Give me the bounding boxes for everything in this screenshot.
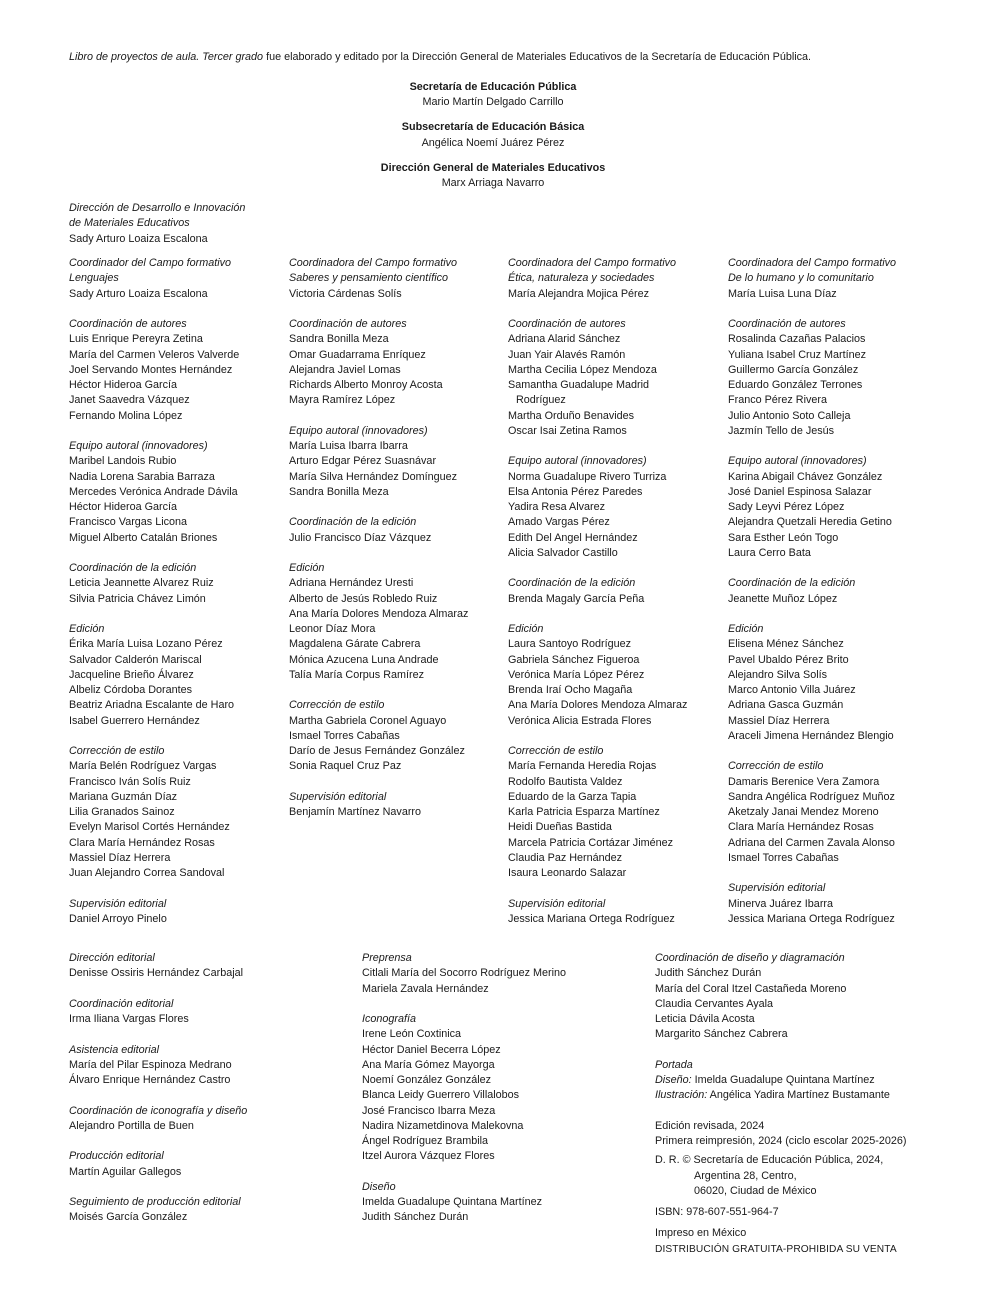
section-title: Corrección de estilo bbox=[69, 745, 165, 757]
credit-name: Angélica Yadira Martínez Bustamante bbox=[707, 1089, 890, 1102]
intro-paragraph bbox=[69, 50, 929, 65]
section-title: Corrección de estilo bbox=[508, 745, 604, 757]
credit-name: Verónica María López Pérez bbox=[508, 668, 645, 681]
credit-name: Adriana Gasca Guzmán bbox=[728, 699, 844, 712]
section-title: Edición bbox=[508, 623, 544, 635]
credit-name: Alejandra Quetzali Heredia Getino bbox=[728, 516, 892, 529]
section-title: Producción editorial bbox=[69, 1150, 164, 1163]
credit-section bbox=[362, 1180, 566, 1226]
role-label: Ilustración: bbox=[655, 1089, 708, 1102]
credit-name: Jacqueline Brieño Álvarez bbox=[69, 668, 194, 681]
credit-name: Oscar Isai Zetina Ramos bbox=[508, 424, 627, 437]
section-title: Coordinadora del Campo formativo bbox=[508, 257, 677, 269]
section-title: Ética, naturaleza y sociedades bbox=[508, 272, 655, 285]
credit-name: Isabel Guerrero Hernández bbox=[69, 714, 200, 727]
authority-title: Subsecretaría de Educación Básica bbox=[401, 121, 585, 134]
credit-section bbox=[289, 424, 468, 500]
credit-section bbox=[728, 881, 896, 927]
credit-section bbox=[728, 759, 896, 866]
credit-name: Juan Yair Alavés Ramón bbox=[508, 348, 626, 361]
isbn: ISBN: 978-607-551-964-7 bbox=[655, 1206, 779, 1218]
credit-section bbox=[728, 622, 896, 744]
credit-name: Adriana Hernández Uresti bbox=[289, 577, 414, 590]
role-label: Diseño: bbox=[655, 1074, 692, 1086]
authority-name: Mario Martín Delgado Carrillo bbox=[422, 96, 564, 109]
printed-in: Impreso en México bbox=[655, 1227, 747, 1240]
section-title: Equipo autoral (innovadores) bbox=[69, 440, 208, 452]
credit-name: Elsa Antonia Pérez Paredes bbox=[508, 485, 643, 498]
credit-name: Jazmín Tello de Jesús bbox=[728, 424, 835, 437]
reprint-line: Primera reimpresión, 2024 (ciclo escolar 2025-2026) bbox=[655, 1135, 907, 1147]
credit-name: Juan Alejandro Correa Sandoval bbox=[69, 867, 225, 879]
section-title: Coordinadora del Campo formativo bbox=[728, 257, 897, 269]
credit-name: Janet Saavedra Vázquez bbox=[69, 394, 190, 407]
credit-name: Imelda Guadalupe Quintana Martínez bbox=[362, 1196, 543, 1208]
credit-section bbox=[728, 256, 896, 302]
section-title: Supervisión editorial bbox=[508, 897, 606, 910]
credit-name: Julio Antonio Soto Calleja bbox=[728, 409, 851, 422]
credit-name: Massiel Díaz Herrera bbox=[728, 714, 830, 727]
credit-section bbox=[69, 256, 239, 302]
credit-section bbox=[69, 1104, 247, 1135]
credit-name: Alejandro Silva Solís bbox=[728, 668, 828, 681]
credit-name: Lilia Granados Sainoz bbox=[69, 806, 175, 818]
section-title: Preprensa bbox=[362, 952, 412, 964]
credit-section bbox=[362, 1012, 566, 1165]
credits-column-etica bbox=[508, 256, 687, 942]
credit-name: Salvador Calderón Mariscal bbox=[69, 653, 202, 666]
credit-name: Karla Patricia Esparza Martínez bbox=[508, 806, 660, 818]
credit-name: Irma Iliana Vargas Flores bbox=[69, 1013, 189, 1025]
credit-section bbox=[69, 1149, 247, 1180]
credits-column-saberes bbox=[289, 256, 468, 836]
direction-title-line: Dirección de Desarrollo e Innovación bbox=[69, 202, 246, 214]
credit-section bbox=[289, 256, 468, 302]
credits-column-humano bbox=[728, 256, 896, 942]
section-title: Coordinación de autores bbox=[728, 318, 846, 330]
credit-name: Miguel Alberto Catalán Briones bbox=[69, 531, 218, 544]
credit-name: Mercedes Verónica Andrade Dávila bbox=[69, 485, 238, 498]
credit-name: María del Coral Itzel Castañeda Moreno bbox=[655, 982, 847, 995]
credit-section bbox=[69, 1195, 247, 1226]
credit-name: Sady Arturo Loaiza Escalona bbox=[69, 287, 208, 300]
credit-section bbox=[69, 561, 239, 607]
credit-section bbox=[69, 622, 239, 729]
credits-column-editorial bbox=[69, 951, 247, 1241]
section-title: Seguimiento de producción editorial bbox=[69, 1196, 241, 1208]
credit-name: Leticia Dávila Acosta bbox=[655, 1013, 755, 1025]
credit-name: Darío de Jesus Fernández González bbox=[289, 745, 465, 757]
credit-name: Norma Guadalupe Rivero Turriza bbox=[508, 470, 667, 483]
section-title: Edición bbox=[728, 623, 764, 635]
credit-name: Héctor Hideroa García bbox=[69, 379, 178, 391]
credit-name: Ana María Dolores Mendoza Almaraz bbox=[508, 699, 688, 712]
credit-name: Nadia Lorena Sarabia Barraza bbox=[69, 470, 215, 483]
credit-name: Franco Pérez Rivera bbox=[728, 394, 828, 407]
credit-name: Elisena Ménez Sánchez bbox=[728, 638, 844, 651]
credit-name: Rodolfo Bautista Valdez bbox=[508, 775, 623, 788]
credit-name: Isaura Leonardo Salazar bbox=[508, 867, 627, 879]
credit-name: Yadira Resa Alvarez bbox=[508, 501, 606, 513]
credit-name: Benjamín Martínez Navarro bbox=[289, 806, 422, 818]
credit-section bbox=[289, 317, 468, 409]
credit-name: Adriana del Carmen Zavala Alonso bbox=[728, 836, 895, 849]
credit-name: Verónica Alicia Estrada Flores bbox=[508, 714, 652, 727]
credit-name: José Daniel Espinosa Salazar bbox=[728, 485, 872, 498]
credit-name: Imelda Guadalupe Quintana Martínez bbox=[691, 1074, 875, 1086]
credit-name: Sara Esther León Togo bbox=[728, 531, 839, 544]
credit-name: Heidi Dueñas Bastida bbox=[508, 821, 612, 834]
section-title: Coordinación de la edición bbox=[69, 562, 197, 574]
address-line: 06020, Ciudad de México bbox=[694, 1184, 817, 1197]
credit-name: María Alejandra Mojica Pérez bbox=[508, 287, 650, 300]
credit-name: Adriana Alarid Sánchez bbox=[508, 333, 621, 346]
credit-name: Claudia Paz Hernández bbox=[508, 851, 623, 864]
credit-name: Yuliana Isabel Cruz Martínez bbox=[728, 348, 867, 361]
credit-section bbox=[289, 698, 468, 774]
credit-section bbox=[69, 1043, 247, 1089]
credit-name: Brenda Iraí Ocho Magaña bbox=[508, 684, 633, 696]
portada-diseno bbox=[655, 1073, 906, 1088]
credit-name: Maribel Landois Rubio bbox=[69, 455, 177, 468]
credit-name: Guillermo García González bbox=[728, 363, 859, 376]
credit-name: Martha Orduño Benavides bbox=[508, 409, 635, 422]
section-title: Coordinador del Campo formativo bbox=[69, 257, 232, 269]
credit-name: Minerva Juárez Ibarra bbox=[728, 897, 834, 910]
credit-name: Itzel Aurora Vázquez Flores bbox=[362, 1150, 495, 1163]
section-title: Coordinadora del Campo formativo bbox=[289, 257, 458, 269]
credit-name: Héctor Daniel Becerra López bbox=[362, 1043, 501, 1056]
credit-section bbox=[508, 897, 687, 928]
credit-name: Sady Leyvi Pérez López bbox=[728, 501, 845, 513]
authority-name: Angélica Noemí Juárez Pérez bbox=[421, 136, 565, 149]
credit-name: Ana María Dolores Mendoza Almaraz bbox=[289, 607, 469, 620]
credit-section bbox=[69, 439, 239, 546]
section-title: Coordinación de la edición bbox=[508, 577, 636, 590]
credit-name: María Luisa Luna Díaz bbox=[728, 287, 837, 300]
credit-name: Fernando Molina López bbox=[69, 409, 183, 422]
credit-name: Damaris Berenice Vera Zamora bbox=[728, 775, 880, 788]
credit-name: Evelyn Marisol Cortés Hernández bbox=[69, 821, 230, 834]
section-title: Equipo autoral (innovadores) bbox=[289, 424, 428, 437]
section-title: Saberes y pensamiento científico bbox=[289, 272, 449, 285]
credit-name: Eduardo González Terrones bbox=[728, 379, 863, 391]
credits-column-diseno bbox=[655, 951, 906, 1257]
credit-section bbox=[728, 454, 896, 561]
section-title: Edición bbox=[289, 562, 325, 574]
credit-name: María del Pilar Espinoza Medrano bbox=[69, 1058, 232, 1071]
direction-block bbox=[69, 201, 245, 247]
credit-section bbox=[508, 317, 687, 439]
credit-name: Judith Sánchez Durán bbox=[655, 967, 762, 980]
portada-ilustracion bbox=[655, 1088, 906, 1103]
distribution-notice: DISTRIBUCIÓN GRATUITA-PROHIBIDA SU VENTA bbox=[655, 1243, 897, 1255]
copyright-line: D. R. © Secretaría de Educación Pública, 2024, bbox=[655, 1154, 884, 1167]
credit-section bbox=[69, 317, 239, 424]
credit-name: Ángel Rodríguez Brambila bbox=[362, 1135, 489, 1147]
section-title: Coordinación de iconografía y diseño bbox=[69, 1104, 248, 1117]
credit-name: Judith Sánchez Durán bbox=[362, 1211, 469, 1224]
credit-section bbox=[728, 576, 896, 607]
credit-name: Marco Antonio Villa Juárez bbox=[728, 684, 856, 696]
copyright-block bbox=[655, 1153, 906, 1199]
credit-name: Alejandro Portilla de Buen bbox=[69, 1119, 194, 1132]
section-title: Iconografía bbox=[362, 1013, 417, 1025]
credit-name: Gabriela Sánchez Figueroa bbox=[508, 653, 640, 666]
credit-name: Claudia Cervantes Ayala bbox=[655, 997, 774, 1010]
credit-name: Noemí González González bbox=[362, 1074, 492, 1086]
section-title: Coordinación de autores bbox=[508, 318, 626, 330]
credit-name: Érika María Luisa Lozano Pérez bbox=[69, 638, 223, 651]
credits-column-preprensa bbox=[362, 951, 566, 1241]
edition-info bbox=[655, 1119, 906, 1150]
credit-name: Francisco Vargas Licona bbox=[69, 516, 188, 529]
section-title: Edición bbox=[69, 623, 105, 635]
credit-name: Francisco Iván Solís Ruiz bbox=[69, 775, 191, 788]
credits-column-lenguajes bbox=[69, 256, 239, 942]
credit-name: Albeliz Córdoba Dorantes bbox=[69, 684, 193, 696]
credit-section bbox=[508, 622, 687, 729]
credit-name: Denisse Ossiris Hernández Carbajal bbox=[69, 967, 244, 980]
credit-name: Leonor Díaz Mora bbox=[289, 623, 376, 635]
credit-name: Marcela Patricia Cortázar Jiménez bbox=[508, 836, 674, 849]
credit-name: Julio Francisco Díaz Vázquez bbox=[289, 531, 432, 544]
credit-name: Mayra Ramírez López bbox=[289, 394, 396, 407]
credit-name: Martín Aguilar Gallegos bbox=[69, 1165, 182, 1178]
authority-name: Marx Arriaga Navarro bbox=[441, 177, 545, 190]
credit-name: Brenda Magaly García Peña bbox=[508, 592, 645, 605]
credit-name: Mariela Zavala Hernández bbox=[362, 982, 489, 995]
credit-section bbox=[289, 790, 468, 821]
credit-name: Omar Guadarrama Enríquez bbox=[289, 348, 426, 361]
credit-name: Pavel Ubaldo Pérez Brito bbox=[728, 653, 849, 666]
credit-name: Joel Servando Montes Hernández bbox=[69, 363, 233, 376]
credit-name: Beatriz Ariadna Escalante de Haro bbox=[69, 699, 235, 712]
credit-name: Laura Santoyo Rodríguez bbox=[508, 638, 632, 651]
credit-name: Irene León Coxtinica bbox=[362, 1028, 462, 1041]
intro-text: fue elaborado y editado por la Dirección General de Materiales Educativos de la Secretaría de Educación Pública. bbox=[263, 51, 812, 63]
section-title: De lo humano y lo comunitario bbox=[728, 272, 874, 285]
credit-section bbox=[289, 515, 468, 546]
section-title: Equipo autoral (innovadores) bbox=[728, 455, 867, 468]
credit-name: Massiel Díaz Herrera bbox=[69, 851, 171, 864]
edition-line: Edición revisada, 2024 bbox=[655, 1119, 765, 1132]
credit-name: Moisés García González bbox=[69, 1211, 188, 1224]
credit-section bbox=[508, 744, 687, 881]
credit-name: Álvaro Enrique Hernández Castro bbox=[69, 1074, 231, 1086]
credit-name: María Belén Rodríguez Vargas bbox=[69, 760, 217, 773]
credit-section bbox=[508, 454, 687, 561]
section-title: Supervisión editorial bbox=[728, 882, 826, 895]
section-title: Dirección editorial bbox=[69, 952, 155, 964]
credit-name: Alejandra Javiel Lomas bbox=[289, 363, 401, 376]
credit-name: Luis Enrique Pereyra Zetina bbox=[69, 333, 203, 346]
section-title: Supervisión editorial bbox=[69, 897, 167, 910]
authority-title: Dirección General de Materiales Educativos bbox=[380, 161, 606, 174]
credit-name: Clara María Hernández Rosas bbox=[728, 821, 874, 834]
credit-name: Sonia Raquel Cruz Paz bbox=[289, 760, 402, 773]
credit-name: Héctor Hideroa García bbox=[69, 501, 178, 513]
credit-name: Alberto de Jesús Robledo Ruiz bbox=[289, 592, 438, 605]
credit-name: Sandra Bonilla Meza bbox=[289, 485, 389, 498]
credit-name: Clara María Hernández Rosas bbox=[69, 836, 215, 849]
credit-section bbox=[508, 576, 687, 607]
credit-section bbox=[69, 744, 239, 881]
authority-title: Secretaría de Educación Pública bbox=[409, 81, 577, 93]
section-title: Coordinación de la edición bbox=[728, 577, 856, 590]
credit-name: Silvia Patricia Chávez Limón bbox=[69, 592, 206, 605]
authorities-block bbox=[0, 80, 986, 201]
section-title: Coordinación de autores bbox=[289, 318, 407, 330]
credit-name: Rosalinda Cazañas Palacios bbox=[728, 333, 866, 346]
credit-section bbox=[362, 951, 566, 997]
credit-name: Rodríguez bbox=[516, 394, 566, 407]
credit-name: Karina Abigail Chávez González bbox=[728, 470, 883, 483]
credit-name: María Fernanda Heredia Rojas bbox=[508, 760, 657, 773]
credit-name: Araceli Jimena Hernández Blengio bbox=[728, 729, 894, 742]
credit-name: Citlali María del Socorro Rodríguez Merino bbox=[362, 967, 567, 980]
credit-name: Victoria Cárdenas Solís bbox=[289, 287, 402, 300]
book-title: Libro de proyectos de aula. Tercer grado bbox=[69, 51, 264, 63]
section-title: Coordinación de diseño y diagramación bbox=[655, 952, 845, 964]
section-title: Portada bbox=[655, 1058, 693, 1071]
credit-name: Amado Vargas Pérez bbox=[508, 516, 610, 529]
credit-name: Martha Gabriela Coronel Aguayo bbox=[289, 714, 447, 727]
direction-name: Sady Arturo Loaiza Escalona bbox=[69, 232, 208, 245]
section-title: Corrección de estilo bbox=[289, 699, 385, 712]
section-title: Coordinación editorial bbox=[69, 997, 174, 1010]
credit-name: Sandra Angélica Rodríguez Muñoz bbox=[728, 790, 895, 803]
section-title: Equipo autoral (innovadores) bbox=[508, 455, 647, 468]
credit-section bbox=[728, 317, 896, 439]
section-title: Diseño bbox=[362, 1180, 396, 1193]
credit-name: Aketzaly Janai Mendez Moreno bbox=[728, 806, 879, 818]
credit-name: Mónica Azucena Luna Andrade bbox=[289, 653, 439, 666]
credit-name: Jessica Mariana Ortega Rodríguez bbox=[508, 912, 675, 925]
portada-section bbox=[655, 1058, 906, 1104]
credit-section bbox=[69, 997, 247, 1028]
credit-section bbox=[289, 561, 468, 683]
credit-name: José Francisco Ibarra Meza bbox=[362, 1104, 496, 1117]
authority-dgme bbox=[0, 161, 986, 191]
credit-name: Alicia Salvador Castillo bbox=[508, 546, 618, 559]
section-title: Lenguajes bbox=[69, 272, 119, 285]
credit-name: María Luisa Ibarra Ibarra bbox=[289, 440, 408, 452]
credit-name: Laura Cerro Bata bbox=[728, 546, 811, 559]
credit-name: Arturo Edgar Pérez Suasnávar bbox=[289, 455, 437, 468]
credit-name: Richards Alberto Monroy Acosta bbox=[289, 379, 443, 391]
authority-sep bbox=[0, 80, 986, 110]
credit-name: Talía María Corpus Ramírez bbox=[289, 668, 425, 681]
credit-name: María Silva Hernández Domínguez bbox=[289, 470, 458, 483]
credit-name: Samantha Guadalupe Madrid bbox=[508, 379, 650, 391]
credit-name: Magdalena Gárate Cabrera bbox=[289, 638, 421, 651]
section-title: Coordinación de la edición bbox=[289, 516, 417, 529]
credit-name: Margarito Sánchez Cabrera bbox=[655, 1028, 788, 1041]
section-title: Corrección de estilo bbox=[728, 760, 824, 773]
credit-name: Jeanette Muñoz López bbox=[728, 592, 838, 605]
direction-title-line: de Materiales Educativos bbox=[69, 217, 190, 230]
credit-section bbox=[69, 897, 239, 928]
credit-name: Daniel Arroyo Pinelo bbox=[69, 912, 167, 925]
credit-name: Ismael Torres Cabañas bbox=[728, 851, 839, 864]
credit-name: Eduardo de la Garza Tapia bbox=[508, 790, 637, 803]
credit-section bbox=[655, 951, 906, 1043]
credit-name: Edith Del Angel Hernández bbox=[508, 531, 638, 544]
authority-seb bbox=[0, 120, 986, 150]
credit-name: Sandra Bonilla Meza bbox=[289, 333, 389, 346]
credit-section bbox=[508, 256, 687, 302]
section-title: Asistencia editorial bbox=[69, 1043, 160, 1056]
credit-name: Mariana Guzmán Díaz bbox=[69, 790, 178, 803]
section-title: Supervisión editorial bbox=[289, 790, 387, 803]
credit-name: Ismael Torres Cabañas bbox=[289, 729, 400, 742]
credit-section bbox=[69, 951, 247, 982]
credit-name: Ana María Gómez Mayorga bbox=[362, 1058, 495, 1071]
credit-name: Jessica Mariana Ortega Rodríguez bbox=[728, 912, 895, 925]
credit-name: María del Carmen Veleros Valverde bbox=[69, 348, 240, 361]
credit-name: Nadira Nizametdinova Malekovna bbox=[362, 1119, 524, 1132]
credit-name: Blanca Leidy Guerrero Villalobos bbox=[362, 1089, 520, 1102]
credit-name: Martha Cecilia López Mendoza bbox=[508, 363, 657, 376]
address-line: Argentina 28, Centro, bbox=[694, 1169, 797, 1182]
section-title: Coordinación de autores bbox=[69, 318, 187, 330]
credit-name: Leticia Jeannette Alvarez Ruiz bbox=[69, 577, 214, 590]
